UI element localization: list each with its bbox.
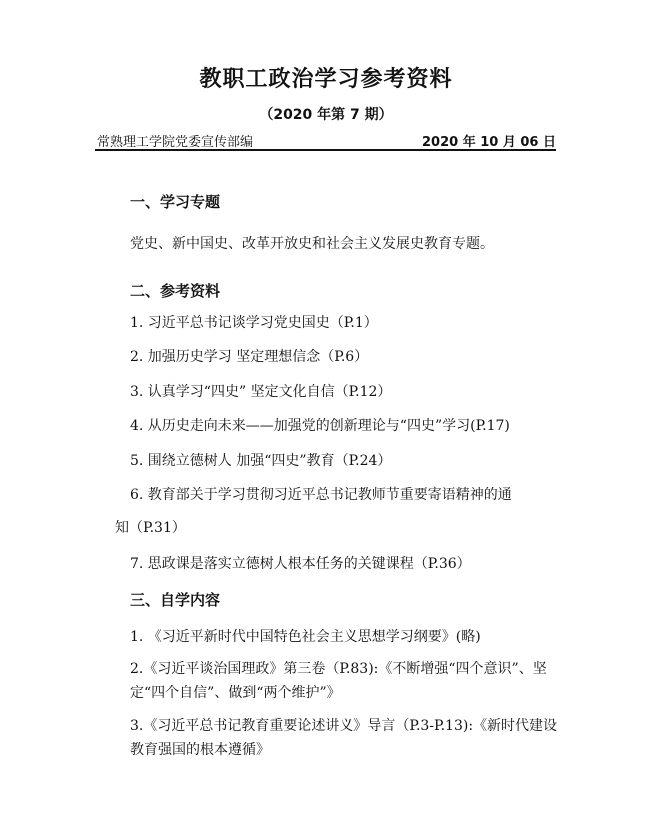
reference-item-1: 1. 习近平总书记谈学习党史国史（P.1） [130, 315, 378, 331]
reference-item-3: 3. 认真学习“四史” 坚定文化自信（P.12） [130, 384, 392, 400]
issue-number: （2020 年第 7 期） [259, 107, 393, 123]
reference-item-6: 6. 教育部关于学习贯彻习近平总书记教师节重要寄语精神的通 [130, 487, 512, 503]
self-study-item-2: 2.《习近平谈治国理政》第三卷（P.83):《不断增强“四个意识”、坚定“四个自信”、做到“两个维护”》 [130, 661, 547, 701]
reference-item-7: 7. 思政课是落实立德树人根本任务的关键课程（P.36） [130, 556, 471, 572]
self-study-item-3: 3.《习近平总书记教育重要论述讲义》导言（P.3-P.13):《新时代建设教育强国的根本遵循》 [130, 718, 558, 758]
section-heading-references: 二、参考资料 [130, 282, 221, 300]
issue-date: 2020 年 10 月 06 日 [422, 135, 556, 150]
document-title: 教职工政治学习参考资料 [199, 67, 453, 92]
reference-item-5: 5. 围绕立德树人 加强“四史”教育（P.24） [130, 453, 392, 469]
reference-item-6-continued: 知（P.31） [115, 520, 186, 536]
section-heading-study-topic: 一、学习专题 [130, 193, 221, 211]
study-topic-text: 党史、新中国史、改革开放史和社会主义发展史教育专题。 [130, 236, 494, 252]
section-heading-self-study: 三、自学内容 [130, 591, 221, 609]
self-study-item-1: 1. 《习近平新时代中国特色社会主义思想学习纲要》(略) [130, 629, 481, 645]
reference-item-4: 4. 从历史走向未来——加强党的创新理论与“四史”学习(P.17) [130, 418, 510, 434]
reference-item-2: 2. 加强历史学习 坚定理想信念（P.6） [130, 349, 369, 365]
header-rule [95, 149, 556, 151]
editor-line: 常熟理工学院党委宣传部编 [97, 135, 254, 150]
